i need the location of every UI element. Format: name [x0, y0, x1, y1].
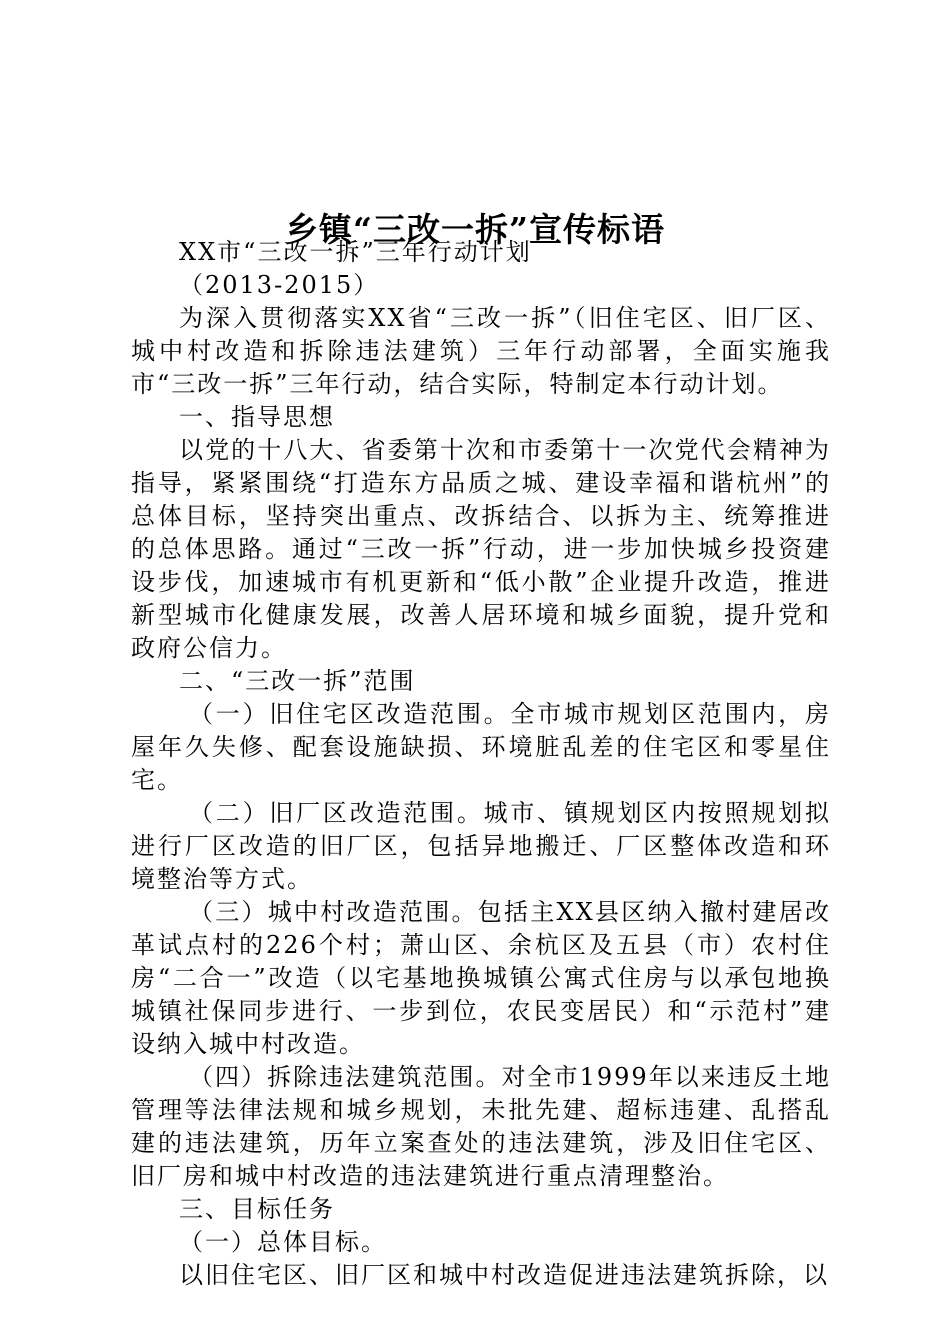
- scope-item-4: （四）拆除违法建筑范围。对全市1999年以来违反土地管理等法律法规和城乡规划，未批先建、超标违建、乱搭乱建的违法建筑，历年立案查处的违法建筑，涉及旧住宅区、旧厂房和城中村改造的违法建筑进行重点清理整治。: [131, 1063, 831, 1190]
- scope-item-2: （二）旧厂区改造范围。城市、镇规划区内按照规划拟进行厂区改造的旧厂区，包括异地搬迁、厂区整体改造和环境整治等方式。: [131, 799, 831, 893]
- section-heading-3: 三、目标任务: [179, 1195, 335, 1223]
- plan-title: XX市“三改一拆”三年行动计划: [179, 238, 532, 266]
- intro-paragraph: 为深入贯彻落实XX省“三改一拆”（旧住宅区、旧厂区、城中村改造和拆除违法建筑）三年行动部署，全面实施我市“三改一拆”三年行动，结合实际，特制定本行动计划。: [131, 304, 831, 398]
- subsection-heading-1: （一）总体目标。: [179, 1228, 387, 1256]
- scope-item-3: （三）城中村改造范围。包括主XX县区纳入撤村建居改革试点村的226个村；萧山区、余杭区及五县（市）农村住房“二合一”改造（以宅基地换城镇公寓式住房与以承包地换城镇社保同步进行、一步到位，农民变居民）和“示范村”建设纳入城中村改造。: [131, 898, 831, 1058]
- section-heading-1: 一、指导思想: [179, 403, 335, 431]
- plan-years: （2013-2015）: [179, 271, 380, 299]
- document-body: [131, 236, 831, 1292]
- scope-item-1: （一）旧住宅区改造范围。全市城市规划区范围内，房屋年久失修、配套设施缺损、环境脏乱差的住宅区和零星住宅。: [131, 700, 831, 794]
- document-title: 乡镇“三改一拆”宣传标语: [285, 210, 665, 250]
- section-heading-2: 二、“三改一拆”范围: [179, 667, 416, 695]
- guiding-thought-paragraph: 以党的十八大、省委第十次和市委第十一次党代会精神为指导，紧紧围绕“打造东方品质之城、建设幸福和谐杭州”的总体目标，坚持突出重点、改拆结合、以拆为主、统筹推进的总体思路。通过“三改一拆”行动，进一步加快城乡投资建设步伐，加速城市有机更新和“低小散”企业提升改造，推进新型城市化健康发展，改善人居环境和城乡面貌，提升党和政府公信力。: [131, 436, 831, 662]
- overall-target-paragraph: 以旧住宅区、旧厂区和城中村改造促进违法建筑拆除，以: [179, 1261, 829, 1289]
